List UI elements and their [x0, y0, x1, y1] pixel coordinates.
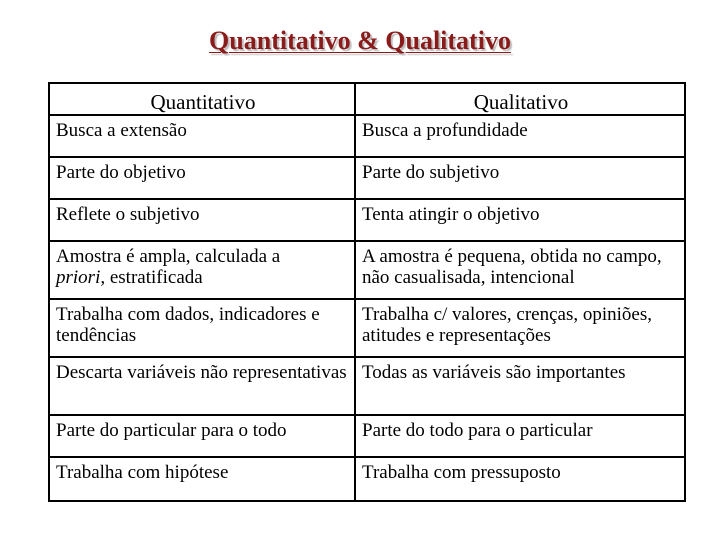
cell-quantitativo: Reflete o subjetivo — [49, 199, 355, 241]
cell-qualitativo: Trabalha c/ valores, crenças, opiniões, atitudes e representações — [355, 299, 685, 357]
cell-quantitativo: Parte do objetivo — [49, 157, 355, 199]
cell-text-rest: estratificada — [105, 267, 203, 288]
cell-qualitativo: Todas as variáveis são importantes — [355, 357, 685, 415]
cell-qualitativo: A amostra é pequena, obtida no campo, não casualisada, intencional — [355, 241, 685, 299]
table-row — [49, 115, 685, 157]
table-row — [49, 415, 685, 457]
header-row — [49, 83, 685, 115]
cell-quantitativo: Trabalha com hipótese — [49, 457, 355, 501]
cell-qualitativo: Trabalha com pressuposto — [355, 457, 685, 501]
cell-quantitativo — [49, 241, 355, 299]
slide-title: Quantitativo & Qualitativo — [209, 26, 511, 55]
table-row — [49, 457, 685, 501]
cell-qualitativo: Parte do todo para o particular — [355, 415, 685, 457]
cell-qualitativo: Parte do subjetivo — [355, 157, 685, 199]
table-row — [49, 299, 685, 357]
cell-text: Amostra é ampla, calculada a — [56, 246, 281, 267]
cell-quantitativo: Parte do particular para o todo — [49, 415, 355, 457]
table-row — [49, 199, 685, 241]
cell-quantitativo: Descarta variáveis não representativas — [49, 357, 355, 415]
cell-qualitativo: Busca a profundidade — [355, 115, 685, 157]
table-row — [49, 357, 685, 415]
cell-qualitativo: Tenta atingir o objetivo — [355, 199, 685, 241]
table-row — [49, 157, 685, 199]
header-qualitativo: Qualitativo — [355, 83, 685, 115]
header-quantitativo: Quantitativo — [49, 83, 355, 115]
comparison-table — [48, 82, 686, 502]
cell-quantitativo: Busca a extensão — [49, 115, 355, 157]
table-row — [49, 241, 685, 299]
italic-term: priori, — [56, 267, 106, 288]
cell-quantitativo: Trabalha com dados, indicadores e tendências — [49, 299, 355, 357]
